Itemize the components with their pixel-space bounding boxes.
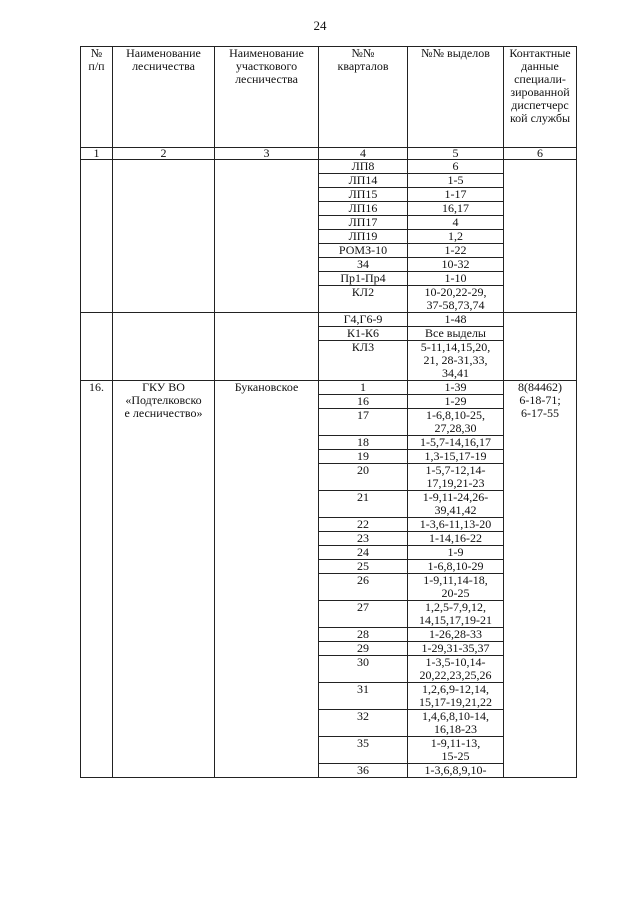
column-number: 3 <box>215 148 319 160</box>
quarter-cell: К1-К6 <box>319 327 408 341</box>
column-number: 1 <box>81 148 113 160</box>
quarter-cell: З4 <box>319 258 408 272</box>
table-row <box>81 313 577 327</box>
quarter-cell: 29 <box>319 642 408 656</box>
quarter-cell: ЛП8 <box>319 160 408 174</box>
header-cell: № п/п <box>81 47 113 148</box>
table-row <box>81 160 577 174</box>
allotment-cell: 1-6,8,10-25, 27,28,30 <box>408 409 504 436</box>
forestry-table <box>80 46 577 778</box>
allotment-cell: 10-32 <box>408 258 504 272</box>
quarter-cell: РОМЗ-10 <box>319 244 408 258</box>
forestry-name <box>113 160 215 313</box>
quarter-cell: 36 <box>319 764 408 778</box>
contact-cell: 8(84462) 6-18-71; 6-17-55 <box>504 381 577 778</box>
quarter-cell: 20 <box>319 464 408 491</box>
allotment-cell: 1-14,16-22 <box>408 532 504 546</box>
quarter-cell: 28 <box>319 628 408 642</box>
quarter-cell: 19 <box>319 450 408 464</box>
allotment-cell: 1,2,6,9-12,14, 15,17-19,21,22 <box>408 683 504 710</box>
allotment-cell: 1-26,28-33 <box>408 628 504 642</box>
row-number: 16. <box>81 381 113 778</box>
quarter-cell: 32 <box>319 710 408 737</box>
header-cell: Контактные данные специали- зированной диспетчерс кой службы <box>504 47 577 148</box>
quarter-cell: КЛ2 <box>319 286 408 313</box>
allotment-cell: 6 <box>408 160 504 174</box>
row-number <box>81 313 113 381</box>
allotment-cell: 10-20,22-29, 37-58,73,74 <box>408 286 504 313</box>
allotment-cell: 1-10 <box>408 272 504 286</box>
quarter-cell: ЛП19 <box>319 230 408 244</box>
allotment-cell: Все выделы <box>408 327 504 341</box>
quarter-cell: Г4,Г6-9 <box>319 313 408 327</box>
allotment-cell: 1-5 <box>408 174 504 188</box>
quarter-cell: КЛ3 <box>319 341 408 381</box>
quarter-cell: 18 <box>319 436 408 450</box>
allotment-cell: 1-39 <box>408 381 504 395</box>
allotment-cell: 1,4,6,8,10-14, 16,18-23 <box>408 710 504 737</box>
quarter-cell: 26 <box>319 574 408 601</box>
allotment-cell: 1-9,11-24,26- 39,41,42 <box>408 491 504 518</box>
quarter-cell: 27 <box>319 601 408 628</box>
quarter-cell: ЛП15 <box>319 188 408 202</box>
header-cell: Наименование лесничества <box>113 47 215 148</box>
quarter-cell: 24 <box>319 546 408 560</box>
column-number: 5 <box>408 148 504 160</box>
contact-cell <box>504 313 577 381</box>
column-number: 2 <box>113 148 215 160</box>
allotment-cell: 1-5,7-12,14- 17,19,21-23 <box>408 464 504 491</box>
allotment-cell: 1,2 <box>408 230 504 244</box>
quarter-cell: 1 <box>319 381 408 395</box>
quarter-cell: 17 <box>319 409 408 436</box>
allotment-cell: 1-3,5-10,14- 20,22,23,25,26 <box>408 656 504 683</box>
quarter-cell: 30 <box>319 656 408 683</box>
allotment-cell: 5-11,14,15,20, 21, 28-31,33, 34,41 <box>408 341 504 381</box>
quarter-cell: 16 <box>319 395 408 409</box>
quarter-cell: ЛП14 <box>319 174 408 188</box>
forestry-name <box>113 313 215 381</box>
allotment-cell: 1-22 <box>408 244 504 258</box>
column-number: 6 <box>504 148 577 160</box>
quarter-cell: ЛП16 <box>319 202 408 216</box>
column-number-row <box>81 148 577 160</box>
allotment-cell: 1,3-15,17-19 <box>408 450 504 464</box>
header-cell: Наименование участкового лесничества <box>215 47 319 148</box>
allotment-cell: 16,17 <box>408 202 504 216</box>
page-number: 24 <box>313 18 327 33</box>
allotment-cell: 1-3,6,8,9,10- <box>408 764 504 778</box>
header-cell: №№ выделов <box>408 47 504 148</box>
allotment-cell: 1-9,11-13, 15-25 <box>408 737 504 764</box>
column-number: 4 <box>319 148 408 160</box>
header-row <box>81 47 577 148</box>
allotment-cell: 1,2,5-7,9,12, 14,15,17,19-21 <box>408 601 504 628</box>
quarter-cell: 21 <box>319 491 408 518</box>
district-name <box>215 160 319 313</box>
allotment-cell: 1-17 <box>408 188 504 202</box>
allotment-cell: 1-9,11,14-18, 20-25 <box>408 574 504 601</box>
quarter-cell: 31 <box>319 683 408 710</box>
allotment-cell: 4 <box>408 216 504 230</box>
quarter-cell: Пр1-Пр4 <box>319 272 408 286</box>
allotment-cell: 1-29,31-35,37 <box>408 642 504 656</box>
forestry-name: ГКУ ВО «Подтелковско е лесничество» <box>113 381 215 778</box>
allotment-cell: 1-3,6-11,13-20 <box>408 518 504 532</box>
row-number <box>81 160 113 313</box>
allotment-cell: 1-5,7-14,16,17 <box>408 436 504 450</box>
quarter-cell: ЛП17 <box>319 216 408 230</box>
allotment-cell: 1-6,8,10-29 <box>408 560 504 574</box>
allotment-cell: 1-29 <box>408 395 504 409</box>
contact-cell <box>504 160 577 313</box>
table-row <box>81 381 577 395</box>
quarter-cell: 22 <box>319 518 408 532</box>
allotment-cell: 1-9 <box>408 546 504 560</box>
quarter-cell: 25 <box>319 560 408 574</box>
header-cell: №№ кварталов <box>319 47 408 148</box>
district-name <box>215 313 319 381</box>
quarter-cell: 35 <box>319 737 408 764</box>
allotment-cell: 1-48 <box>408 313 504 327</box>
quarter-cell: 23 <box>319 532 408 546</box>
district-name: Букановское <box>215 381 319 778</box>
